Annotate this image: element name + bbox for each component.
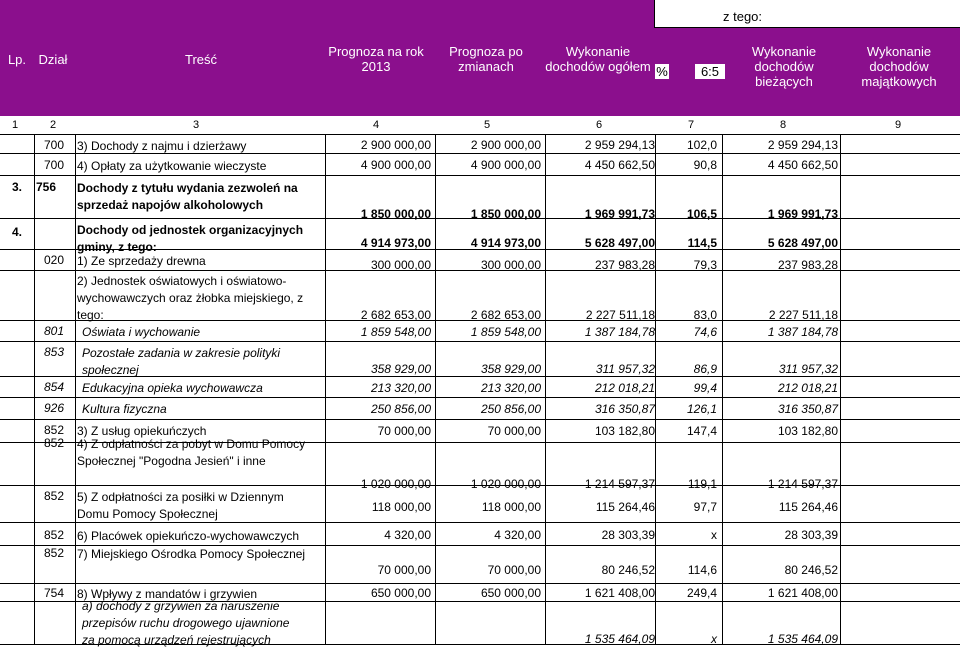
row-value-c7: x [711, 632, 717, 646]
row-description: Dochody od jednostek organizacyjnych gminy, z tego: [77, 223, 304, 254]
col-num: 3 [193, 119, 200, 131]
header-z-tego-cell [654, 0, 960, 28]
header-prognoza-rok [323, 44, 429, 74]
row-value-c6: 5 628 497,00 [584, 236, 655, 250]
row-description: a) dochody z grzywien za naruszenie przepisów ruchu drogowego ujawnione za pomocą urządzeń rejestrujących [82, 599, 290, 647]
header-biezace-line3: bieżących [755, 74, 813, 89]
row-description: Oświata i wychowanie [82, 325, 201, 339]
row-dzial: 801 [44, 324, 65, 338]
row-value-c4: 213 320,00 [370, 381, 431, 395]
row-divider [0, 419, 960, 420]
row-value-c5: 2 682 653,00 [470, 308, 541, 322]
row-value-c4: 2 900 000,00 [360, 138, 431, 152]
row-value-c6: 103 182,80 [594, 424, 655, 438]
row-description: 8) Wpływy z mandatów i grzywien [77, 587, 258, 601]
row-value-c8: 1 969 991,73 [767, 207, 838, 221]
row-value-c5: 70 000,00 [487, 563, 541, 577]
row-value-c7: x [711, 528, 717, 542]
row-description: 1) Ze sprzedaży drewna [77, 254, 206, 268]
row-divider [0, 397, 960, 398]
header-majatkowe-line1: Wykonanie [866, 44, 932, 59]
row-value-c7: 102,0 [686, 138, 717, 152]
header-wykonanie-ogolem [543, 44, 653, 74]
row-value-c8: 212 018,21 [777, 381, 838, 395]
header-majatkowe-line3: majątkowych [861, 74, 937, 89]
row-dzial: 852 [44, 546, 65, 560]
row-value-c8: 1 387 184,78 [767, 325, 838, 339]
row-value-c8: 115 264,46 [778, 500, 838, 514]
row-value-c7: 83,0 [693, 308, 717, 322]
row-value-c4: 4 914 973,00 [360, 236, 431, 250]
header-z-tego: z tego: [723, 9, 763, 24]
row-value-c8: 1 535 464,09 [767, 632, 838, 646]
row-value-c5: 300 000,00 [480, 258, 541, 272]
header-tresc: Treść [184, 52, 218, 67]
row-dzial: 756 [36, 180, 57, 194]
row-dzial: 852 [44, 528, 65, 542]
header-majatkowe-line2: dochodów [869, 59, 929, 74]
row-divider [0, 583, 960, 584]
row-value-c6: 28 303,39 [601, 528, 655, 542]
col-num: 5 [484, 119, 491, 131]
row-value-c7: 97,7 [693, 500, 717, 514]
row-dzial: 020 [44, 253, 65, 267]
row-divider [0, 175, 960, 176]
row-dzial: 754 [44, 586, 65, 600]
row-value-c8: 1 214 597,37 [767, 477, 838, 491]
row-value-c5: 1 020 000,00 [470, 477, 541, 491]
row-value-c4: 358 929,00 [370, 362, 431, 376]
row-divider [0, 341, 960, 342]
col-num: 2 [50, 119, 57, 131]
row-value-c5: 2 900 000,00 [470, 138, 541, 152]
row-value-c6: 1 214 597,37 [584, 477, 655, 491]
column-divider [435, 135, 436, 645]
row-description: 4) Opłaty za użytkowanie wieczyste [77, 159, 267, 173]
row-value-c4: 1 850 000,00 [360, 207, 431, 221]
row-value-c8: 311 957,32 [778, 362, 838, 376]
row-value-c5: 4 320,00 [494, 528, 541, 542]
row-value-c6: 316 350,87 [594, 402, 655, 416]
row-value-c7: 114,5 [687, 236, 717, 250]
row-description: 5) Z odpłatności za posiłki w Dziennym Domu Pomocy Społecznej [77, 490, 284, 521]
header-biezace-line1: Wykonanie [751, 44, 817, 59]
column-divider [722, 135, 723, 645]
row-dzial: 852 [44, 436, 65, 450]
row-value-c4: 118 000,00 [371, 500, 431, 514]
row-dzial: 700 [44, 158, 65, 172]
col-num: 6 [596, 119, 603, 131]
header-prognoza-rok-line1: Prognoza na rok [328, 44, 424, 59]
row-value-c6: 4 450 662,50 [584, 158, 655, 172]
row-value-c6: 80 246,52 [601, 563, 655, 577]
row-value-c4: 70 000,00 [377, 563, 431, 577]
row-value-c5: 1 859 548,00 [470, 325, 541, 339]
column-numbers [0, 116, 960, 135]
column-divider [75, 135, 76, 645]
row-description: 2) Jednostek oświatowych i oświatowo-wychowawczych oraz żłobka miejskiego, z tego: [77, 274, 304, 322]
row-value-c6: 1 387 184,78 [584, 325, 655, 339]
row-description: 6) Placówek opiekuńczo-wychowawczych [77, 529, 300, 543]
row-value-c4: 4 900 000,00 [360, 158, 431, 172]
column-divider [34, 135, 35, 645]
column-divider [325, 135, 326, 645]
row-value-c6: 311 957,32 [595, 362, 655, 376]
row-value-c7: 114,6 [687, 563, 717, 577]
row-value-c6: 2 227 511,18 [585, 308, 655, 322]
header-prognoza-po-line1: Prognoza po [449, 44, 523, 59]
row-value-c5: 118 000,00 [481, 500, 541, 514]
col-num: 7 [688, 119, 695, 131]
row-value-c5: 358 929,00 [480, 362, 541, 376]
row-value-c7: 106,5 [686, 207, 717, 221]
header-percent: % [656, 64, 668, 79]
row-value-c4: 300 000,00 [370, 258, 431, 272]
row-dzial: 852 [44, 489, 65, 503]
row-description: 3) Dochody z najmu i dzierżawy [77, 139, 247, 153]
row-description: Edukacyjna opieka wychowawcza [82, 381, 263, 395]
row-value-c8: 28 303,39 [784, 528, 838, 542]
row-value-c5: 1 850 000,00 [470, 207, 541, 221]
row-description: Pozostałe zadania w zakresie polityki społecznej [82, 346, 281, 377]
row-value-c7: 249,4 [686, 586, 717, 600]
header-biezace-line2: dochodów [754, 59, 814, 74]
row-dzial: 852 [44, 423, 65, 437]
row-dzial: 926 [44, 401, 65, 415]
row-value-c5: 213 320,00 [480, 381, 541, 395]
column-divider [840, 135, 841, 645]
row-value-c6: 212 018,21 [594, 381, 655, 395]
row-value-c8: 5 628 497,00 [767, 236, 838, 250]
row-value-c4: 1 859 548,00 [360, 325, 431, 339]
row-value-c4: 650 000,00 [370, 586, 431, 600]
row-value-c6: 237 983,28 [594, 258, 655, 272]
row-lp: 3. [12, 180, 23, 194]
header-majatkowe [844, 44, 954, 89]
row-value-c8: 316 350,87 [777, 402, 838, 416]
row-value-c7: 99,4 [693, 381, 717, 395]
row-value-c8: 237 983,28 [777, 258, 838, 272]
row-description: Kultura fizyczna [82, 402, 167, 416]
col-num: 9 [895, 119, 902, 131]
header-prognoza-po-line2: zmianach [458, 59, 514, 74]
row-value-c4: 2 682 653,00 [360, 308, 431, 322]
table-header [0, 0, 960, 116]
row-value-c7: 90,8 [693, 158, 717, 172]
row-value-c8: 2 227 511,18 [768, 308, 838, 322]
col-num: 4 [373, 119, 380, 131]
row-value-c6: 1 621 408,00 [584, 586, 655, 600]
row-dzial: 854 [44, 380, 65, 394]
row-value-c4: 4 320,00 [384, 528, 431, 542]
row-description: Dochody z tytułu wydania zezwoleń na sprzedaż napojów alkoholowych [77, 181, 298, 212]
row-value-c8: 80 246,52 [784, 563, 838, 577]
row-value-c6: 1 969 991,73 [584, 207, 655, 221]
row-value-c4: 250 856,00 [370, 402, 431, 416]
header-lp: Lp. [7, 52, 27, 67]
row-description: 4) Z odpłatności za pobyt w Domu Pomocy Społecznej "Pogodna Jesień" i inne [77, 437, 306, 468]
row-value-c8: 103 182,80 [777, 424, 838, 438]
row-value-c5: 4 914 973,00 [470, 236, 541, 250]
row-value-c7: 74,6 [693, 325, 717, 339]
header-prognoza-rok-line2: 2013 [361, 59, 391, 74]
row-value-c7: 126,1 [686, 402, 717, 416]
row-value-c8: 1 621 408,00 [767, 586, 838, 600]
row-value-c8: 4 450 662,50 [767, 158, 838, 172]
row-dzial: 700 [44, 138, 65, 152]
header-wykonanie-ogolem-line1: Wykonanie [565, 44, 631, 59]
row-value-c6: 2 959 294,13 [584, 138, 655, 152]
row-description: 7) Miejskiego Ośrodka Pomocy Społecznej [77, 547, 306, 561]
column-divider [655, 135, 656, 645]
header-biezace [729, 44, 839, 89]
header-dzial: Dział [38, 52, 68, 67]
row-value-c5: 250 856,00 [480, 402, 541, 416]
header-ratio: 6:5 [695, 64, 725, 79]
row-value-c7: 119,1 [687, 477, 717, 491]
column-divider [545, 135, 546, 645]
row-value-c6: 115 264,46 [595, 500, 655, 514]
header-prognoza-po [433, 44, 539, 74]
row-value-c5: 650 000,00 [480, 586, 541, 600]
row-value-c7: 86,9 [693, 362, 717, 376]
row-description: 3) Z usług opiekuńczych [77, 424, 207, 438]
col-num: 1 [12, 119, 19, 131]
row-lp: 4. [12, 225, 23, 239]
row-value-c7: 79,3 [693, 258, 717, 272]
row-value-c6: 1 535 464,09 [584, 632, 655, 646]
row-value-c5: 70 000,00 [487, 424, 541, 438]
row-value-c7: 147,4 [686, 424, 717, 438]
row-value-c8: 2 959 294,13 [767, 138, 838, 152]
row-value-c4: 70 000,00 [377, 424, 431, 438]
row-value-c5: 4 900 000,00 [470, 158, 541, 172]
header-wykonanie-ogolem-line2: dochodów ogółem [545, 59, 651, 74]
row-dzial: 853 [44, 345, 65, 359]
row-value-c4: 1 020 000,00 [360, 477, 431, 491]
col-num: 8 [780, 119, 787, 131]
